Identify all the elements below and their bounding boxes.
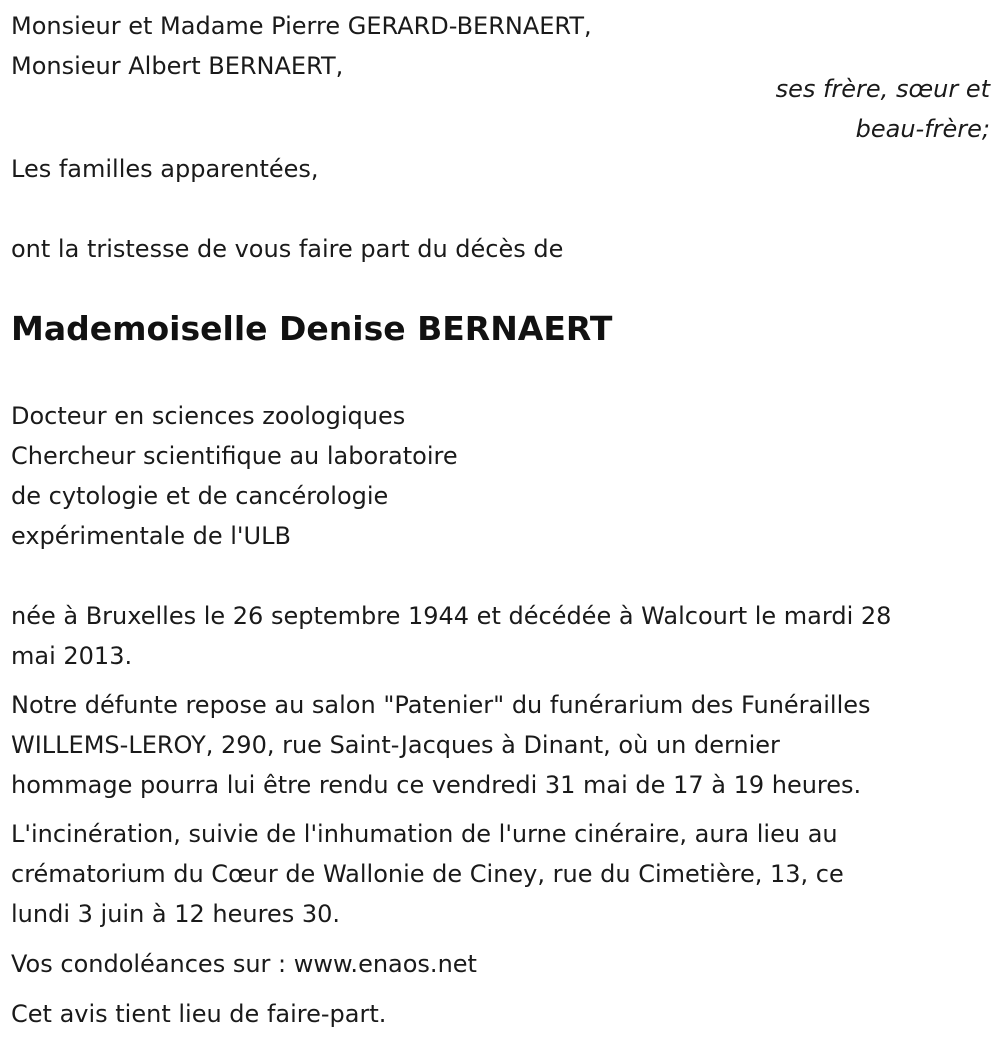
- incineration-line-3: lundi 3 juin à 12 heures 30.: [11, 900, 341, 928]
- family-line-1: Monsieur et Madame Pierre GERARD-BERNAERT,: [11, 12, 592, 40]
- deceased-title-line-1: Docteur en sciences zoologiques: [11, 402, 406, 430]
- incineration-line-1: L'incinération, suivie de l'inhumation de l'urne cinéraire, aura lieu au: [11, 820, 838, 848]
- repose-line-3: hommage pourra lui être rendu ce vendredi 31 mai de 17 à 19 heures.: [11, 771, 862, 799]
- announcement-text: ont la tristesse de vous faire part du décès de: [11, 235, 564, 263]
- relation-line-2: beau-frère;: [855, 115, 990, 143]
- deceased-title-line-2: Chercheur scientifique au laboratoire: [11, 442, 458, 470]
- repose-line-2: WILLEMS-LEROY, 290, rue Saint-Jacques à Dinant, où un dernier: [11, 731, 780, 759]
- notice-text: Cet avis tient lieu de faire-part.: [11, 1000, 387, 1028]
- birth-death-line-2: mai 2013.: [11, 642, 133, 670]
- condolences-text: Vos condoléances sur : www.enaos.net: [11, 950, 477, 978]
- deceased-title-line-3: de cytologie et de cancérologie: [11, 482, 389, 510]
- relation-line-1: ses frère, sœur et: [775, 75, 990, 103]
- repose-line-1: Notre défunte repose au salon "Patenier" du funérarium des Funérailles: [11, 691, 871, 719]
- family-line-2: Monsieur Albert BERNAERT,: [11, 52, 344, 80]
- deceased-name: Mademoiselle Denise BERNAERT: [11, 309, 613, 348]
- birth-death-line-1: née à Bruxelles le 26 septembre 1944 et décédée à Walcourt le mardi 28: [11, 602, 892, 630]
- deceased-title-line-4: expérimentale de l'ULB: [11, 522, 291, 550]
- incineration-line-2: crématorium du Cœur de Wallonie de Ciney, rue du Cimetière, 13, ce: [11, 860, 844, 888]
- related-families: Les familles apparentées,: [11, 155, 319, 183]
